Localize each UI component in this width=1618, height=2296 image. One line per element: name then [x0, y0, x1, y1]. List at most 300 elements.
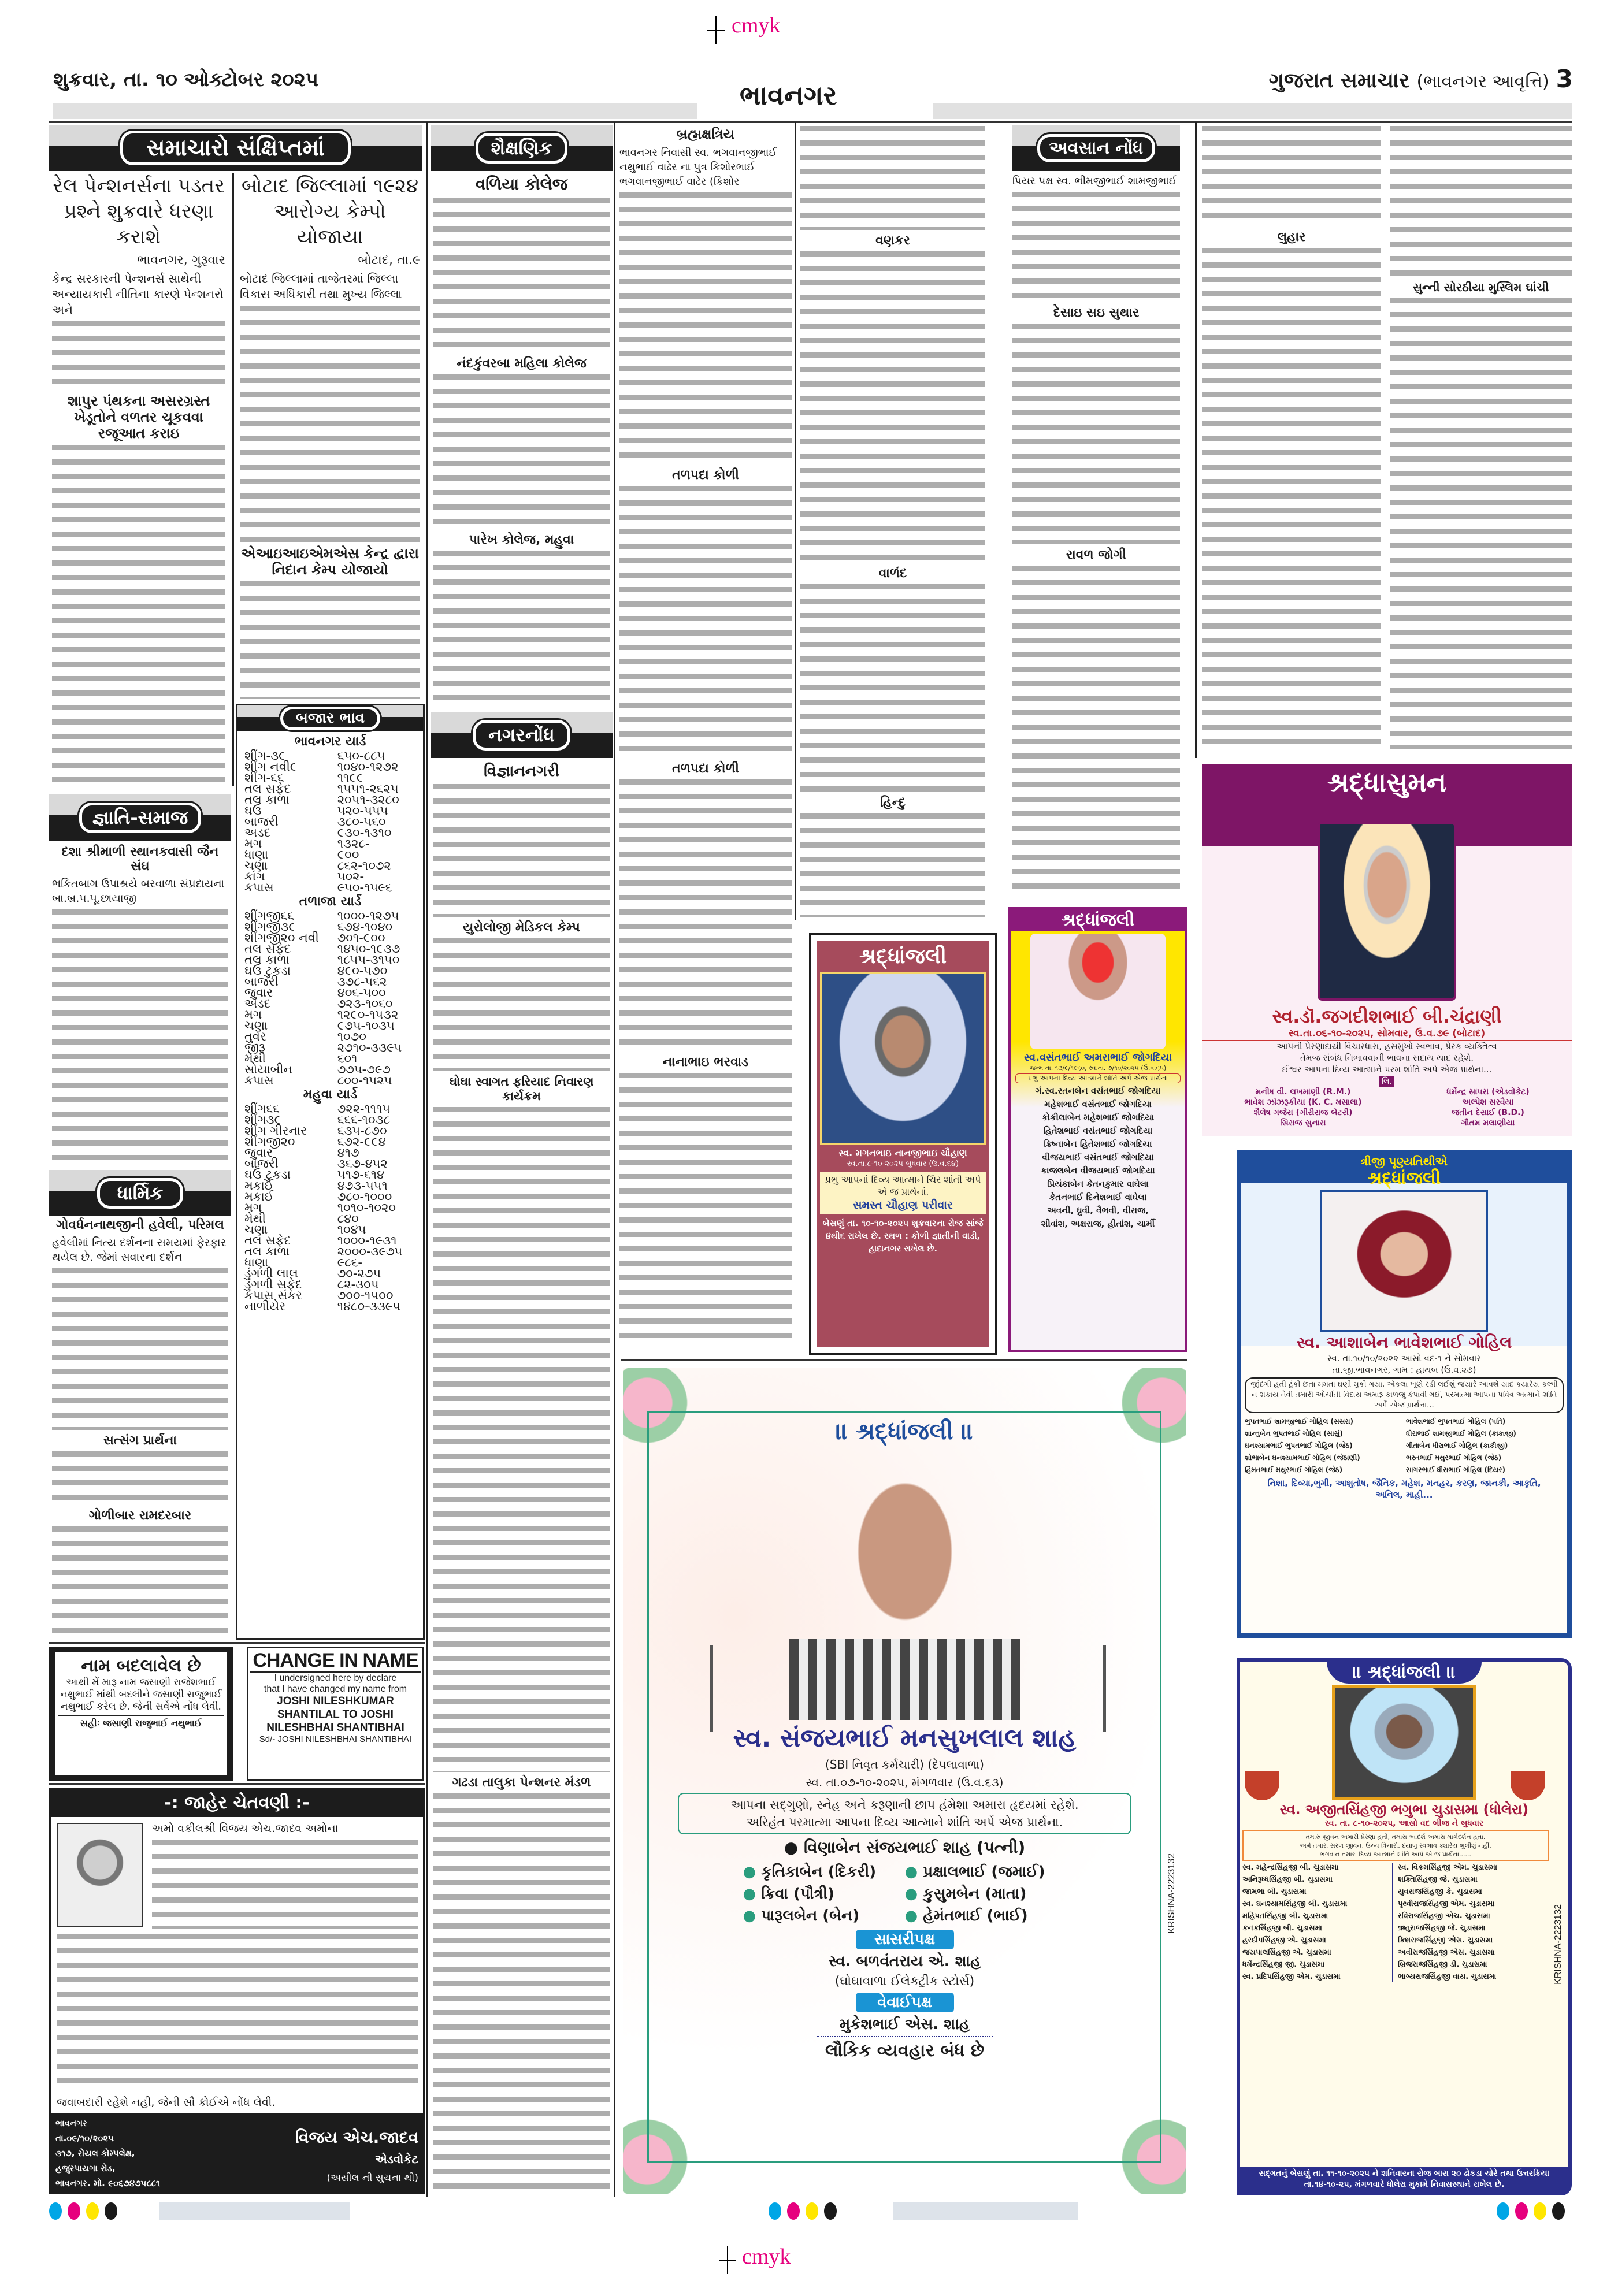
commodity: ડુંગળી લાલ	[244, 1266, 298, 1280]
besnu-details: બેસણું તા. ૧૦-૧૦-૨૦૨૫ શુક્રવારના રોજ સાંજે ૪થી૬ રાખેલ છે. સ્થળ : કોળી જ્ઞાતીની વાડી, હાદાનગર રાખેલ છે.	[822, 1218, 984, 1254]
cmyk-dot-cyan	[769, 2202, 781, 2220]
price-range: ૭૦૦-૧૫૦૦	[337, 1288, 394, 1302]
family-member: કનકસિંહજી બી. ચુડાસમા	[1242, 1924, 1322, 1933]
masthead-name: ગુજરાત સમાચાર	[1268, 69, 1410, 92]
commodity: ચણા	[244, 1019, 268, 1032]
subhead: નંદકુંવરબા મહિલા કોલેજ	[457, 356, 587, 371]
price-range: ૬૩૫-૮૭૦	[337, 1124, 387, 1138]
dharmik-column	[52, 1218, 228, 1634]
notice-body	[152, 1840, 418, 1929]
prayer: પ્રભુ આપનાં દિવ્ય આત્માને ચિર શાંતી અર્પે એ જ પ્રાર્થનાં.	[822, 1173, 984, 1198]
portrait-photo	[1332, 1685, 1476, 1800]
cmyk-dot-magenta	[1515, 2202, 1528, 2220]
brief-subhead: શાપુર પંથકના અસરગ્રસ્ત ખેડૂતોને વળતર ચૂકવવા રજૂઆત કરાઇ	[67, 393, 210, 441]
yard-name: મહુવા યાર્ડ	[303, 1087, 358, 1102]
brief-column-right	[240, 173, 420, 699]
commodity: ઘઉં ટુકડા	[244, 1168, 291, 1182]
article-body	[1012, 566, 1180, 897]
commodity: મેથી	[244, 1212, 266, 1225]
gray-bar	[159, 2202, 350, 2220]
message: જીંદગી હતી ટૂંકી છતા મમતા ઘણી મુકી ગયા, એકલા ખૂણે રડી લઈશું જયારે આવશે યાદ કયારેય કલ્પી ન શકાય તેવી તમારી ઓચીંતી વિદાય અમારૂ કાળજુ કંપાવી ગઈ, પરમાત્મા આપના પવિત્ર અત્માને શાંતિ અર્પે એજ પ્રાર્થના...	[1245, 1377, 1564, 1413]
price-range: ૬૭૪-૧૦૪૦	[337, 920, 393, 934]
family-member: સ્વ. પ્રદિપસિંહજી એમ. ચુડાસમા	[1242, 1972, 1341, 1981]
sasari-name: સ્વ. બળવંતરાય એ. શાહ	[828, 1953, 981, 1970]
family-member: સ્વ. વિક્રમસિંહજી એમ. ચુડાસમા	[1398, 1863, 1498, 1872]
price-row	[241, 882, 420, 893]
occupation-note: (SBI નિવૃત કર્મચારી) (દેપલાવાળા)	[825, 1758, 984, 1771]
article-lead: પિયર પક્ષ સ્વ. ભીમજીભાઈ શામજીભાઈ	[1012, 175, 1177, 187]
commodity: બાજરી	[244, 1157, 279, 1171]
commodity: શીંગ૬૬	[244, 1102, 280, 1116]
family-list-left	[1242, 1863, 1393, 1982]
dharmik-headline: ગોવર્ધનનાથજીની હવેલી, પરિમલ	[55, 1218, 225, 1232]
portrait-photo	[789, 1448, 1020, 1720]
cmyk-dot-cyan	[1497, 2202, 1509, 2220]
death-date: સ્વ. તા.૧૦/૧૦/૨૦૨૨ આસો વદ-૧ ને સોમવાર	[1327, 1353, 1481, 1364]
deceased-name: સ્વ. આશાબેન ભાવેશભાઈ ગોહિલ	[1296, 1333, 1512, 1352]
commodity: ધાણા	[244, 1255, 269, 1269]
diya-icon	[1245, 1771, 1279, 1800]
death-date: સ્વ.તા.૦૬-૧૦-૨૦૨૫, સોમવાર, ઉ.વ.૭૯ (બોટાદ)	[1202, 1027, 1572, 1041]
family-member: ક્રિશરાજસિંહજી એસ. ચુડાસમા	[1398, 1936, 1493, 1945]
article-body	[52, 445, 225, 786]
price-row	[241, 849, 420, 860]
ad-footer: લૌકિક વ્યવહાર બંધ છે	[825, 2041, 985, 2061]
subhead: હિન્દુ	[880, 796, 906, 811]
price-range: ૭૭૫-૭૯૭	[337, 1062, 391, 1076]
price-range: ૭૦૧-૯૦૦	[337, 931, 385, 945]
right-column-right	[1390, 126, 1572, 749]
column-rule	[795, 122, 796, 920]
edition: (ભાવનગર આવૃત્તિ)	[1416, 72, 1549, 92]
article-body	[1202, 126, 1381, 226]
price-range: ૩૭૮-૫૬૨	[337, 975, 387, 989]
subhead: તળપદા કોળી	[672, 761, 739, 776]
article-body	[1202, 248, 1381, 749]
price-range: ૩૬૭-૪૫૨	[337, 1157, 388, 1171]
subhead: સુન્ની સોરઠીયા મુસ્લિમ ઘાંચી	[1412, 280, 1549, 294]
shraddhanjali-ad-shah	[623, 1368, 1186, 2194]
bazaar-box	[236, 704, 425, 1640]
commodity: તલ કાળા	[244, 953, 290, 967]
subhead: રાવળ જોગી	[1066, 548, 1126, 562]
article-body	[52, 1526, 228, 1634]
family-member: ● કુસુમબેન (માતા)	[904, 1885, 1027, 1903]
family-member: વીજયભાઈ વસંતભાઈ જોગદિયા	[1042, 1152, 1154, 1162]
wife-name: ● વિણાબેન સંજયભાઈ શાહ (પત્ની)	[784, 1838, 1026, 1857]
yard-name: તળાજા યાર્ડ	[299, 894, 362, 909]
dharmik-lead: હવેલીમાં નિત્ય દર્શનના સમયમાં ફેરફાર થયેલ છે. જેમાં સવારના દર્શન	[52, 1236, 227, 1264]
li-label: લિ.	[1379, 1076, 1394, 1087]
registration-mark	[707, 30, 725, 31]
shraddhanjali-ad-gohil	[1237, 1150, 1572, 1638]
notice-body	[57, 1934, 418, 2092]
advocate-role: એડવોકેટ	[374, 2152, 418, 2166]
masthead	[1269, 65, 1573, 93]
commodity: ડુંગળી સફેદ	[244, 1277, 302, 1291]
commodity: શીંગજી૩૯	[244, 920, 296, 934]
subhead: લુહાર	[1277, 229, 1306, 244]
prayer: પ્રભુ આપના દિવ્ય આત્માને શાંતિ અર્પે એજ પ્રાર્થના	[1015, 1073, 1181, 1083]
family-member: કેતનભાઈ દિનેશભાઈ વાઘેલા	[1049, 1192, 1147, 1202]
gray-bar	[893, 2202, 1078, 2220]
price-range: ૧૦૭૦	[337, 1030, 366, 1043]
subhead: બ્રહ્મક્ષત્રિય	[676, 126, 735, 142]
commodity: શીંગ-૬૬	[244, 771, 284, 785]
subhead: વળિયા કોલેજ	[475, 174, 568, 194]
portrait-photo	[1320, 1190, 1488, 1332]
commodity: શીંગજી૨૦	[244, 1135, 295, 1149]
column-rule	[426, 122, 428, 2197]
yard-name: ભાવનગર યાર્ડ	[294, 734, 366, 749]
subhead: પારેખ કોલેજ, મહુવા	[469, 533, 574, 548]
cmyk-dot-black	[824, 2202, 837, 2220]
family-member-name: કૃતિકાબેન (દિકરી)	[761, 1863, 877, 1881]
article-body	[240, 581, 420, 699]
article-body	[1390, 126, 1572, 277]
commodity: ચણા	[244, 1223, 268, 1236]
address-line: તા.૦૯/૧૦/૨૦૨૫	[55, 2133, 114, 2143]
message-line: અરિહંત પરમાત્મા આપના દિવ્ય આત્માને શાંતિ અર્પે એજ પ્રાર્થના.	[746, 1815, 1063, 1829]
signer: અલ્પેશ સરવૈયા	[1462, 1098, 1514, 1107]
address-line: ભાવનગર	[55, 2118, 87, 2128]
message-line: તેમજ સંબંધ નિભાવવાની ભાવના સદાય યાદ રહેશે.	[1300, 1053, 1474, 1063]
portrait-photo	[1318, 822, 1456, 1001]
article-body	[800, 813, 985, 917]
price-range: ૭૦-૨૭૫	[337, 1266, 381, 1280]
ad-title: ॥ શ્રદ્ધાંજલી ॥	[1327, 1662, 1482, 1684]
vevai-name: મુકેશભાઈ એસ. શાહ	[817, 2015, 993, 2037]
price-row	[241, 1075, 420, 1086]
subhead: નાનાભાઇ ભરવાડ	[662, 1055, 749, 1069]
article-body	[433, 374, 610, 530]
article-body	[1012, 324, 1180, 544]
ad-title: ॥ શ્રદ્ધાંજલી ॥	[836, 1418, 974, 1445]
price-range: ૬૫૦-૮૮૫	[337, 749, 385, 763]
address-line: ભાવનગર. મો. ૯૦૬૭૪૭૫૮૮૧	[55, 2178, 161, 2189]
family-member: ભુપતભાઈ શામજીભાઈ ગોહિલ (સસરા)	[1245, 1417, 1354, 1425]
issue-date: શુક્રવાર, તા. ૧૦ ઓક્ટોબર ૨૦૨૫	[53, 68, 319, 91]
price-range: ૫૦૨-	[337, 870, 365, 883]
price-range: ૮૦૦-૧૫૨૫	[337, 1073, 392, 1087]
notice-body-top	[152, 1822, 418, 1929]
family-list	[743, 1861, 1067, 1927]
article-body	[433, 784, 610, 917]
price-range: ૧૦૧૦-૧૦૨૦	[337, 1201, 396, 1214]
commodity: બાજરી	[244, 975, 279, 989]
price-range: ૪૭૩-૫૫૧	[337, 1179, 388, 1192]
price-row	[241, 1202, 420, 1213]
notice-title: -: જાહેર ચેતવણી :-	[51, 1789, 423, 1817]
gnati-heading: જ્ઞાતિ-સમાજ	[49, 794, 231, 841]
family-member: ધર્મેન્દ્રસિંહજી જી. ચુડાસમા	[1242, 1960, 1325, 1969]
family-name: સમસ્ત ચૌહાણ પરીવાર	[853, 1199, 953, 1212]
ad-body: આથી મેં મારૂ નામ જસાણી રાજેશભાઈ નથુભાઈ માંથી બદલીને જસાણી રાજુભાઈ નથુભાઈ કરેલ છે. જેની સર્વેએ નોંધ લેવી.	[58, 1677, 224, 1716]
message-line: તમારું જીવન અમારી પ્રેરણા હતી, તમારા આદર્શ અમારા માર્ગદર્શન હતાં.	[1305, 1833, 1486, 1841]
article-body	[619, 192, 792, 465]
family-member: જામભા બી. ચુડાસમા	[1242, 1888, 1307, 1896]
price-range: ૪૦૬-૫૦૦	[337, 986, 386, 1000]
deceased-name: સ્વ. સંજયભાઈ મનસુખલાલ શાહ	[733, 1723, 1077, 1753]
address-line: હજુરપાયગા રોડ,	[55, 2163, 116, 2174]
sasari-business: (ઘોઘાવાળા ઈલેક્ટ્રીક સ્ટોર્સ)	[834, 1974, 975, 1989]
price-row	[241, 1213, 420, 1224]
family-member: પ્રિયંકાબેન કેતનકુમાર વાઘેલા	[1047, 1179, 1149, 1189]
ad-title: શ્રદ્ધાસુમન	[1327, 767, 1447, 798]
column-rule	[232, 173, 234, 786]
rule	[49, 1642, 425, 1644]
price-range: ૯૩૦-૧૩૧૦	[337, 826, 392, 839]
article-body	[619, 1073, 792, 1345]
cmyk-dot-yellow	[1534, 2202, 1546, 2220]
commodity: કાંગ	[244, 870, 265, 883]
family-member: રવિરાજસિંહજી એચ. ચુડાસમા	[1398, 1912, 1490, 1920]
commodity: મગ	[244, 837, 262, 850]
birth-death-dates: જન્મ તા. ૧૩/૯/૧૯૬૦, સ્વ.તા. ૭/૧૦/૨૦૨૫ (ઉ.વ.૬૫)	[1029, 1064, 1167, 1072]
article-body	[52, 321, 225, 389]
message-line: ભગવાન તમારા દિવ્ય આત્માને શાંતિ આપે એ જ પ્રાર્થના......	[1319, 1851, 1472, 1858]
family-member-name: કુસુમબેન (માતા)	[923, 1885, 1027, 1903]
header-bar-left	[53, 103, 697, 119]
family-member: અવીરાજસિંહજી એસ. ચુડાસમા	[1398, 1948, 1495, 1957]
article-lead: ભાવનગર નિવાસી સ્વ. ભગવાનજીભાઈ નથુભાઈ વાઢેર ના પુત્ર કિશોરભાઈ ભગવાનજીભાઈ વાઢેર (કિશોર	[619, 147, 777, 188]
price-range: ૪૯૦-૫૭૦	[337, 964, 388, 978]
family-member: વિણાબેન સંજયભાઈ શાહ (પત્ની)	[803, 1838, 1026, 1857]
price-range: ૯૦૦	[337, 848, 359, 861]
ad-title: શ્રદ્ધાંજલી	[859, 945, 947, 968]
brief-lead: કેન્દ્ર સરકારની પેન્શનર્સ સાથેની અન્યાયકારી નીતિના કારણે પેન્શનરો અને	[52, 272, 224, 317]
price-range: ૭૨૨-૧૧૧૫	[337, 1102, 391, 1116]
commodity: જીરૂ	[244, 1041, 266, 1054]
commodity: શીંગજી૨૦ નવી	[244, 931, 319, 945]
price-row	[241, 794, 420, 805]
commodity: શીંગ ગીરનાર	[244, 1124, 307, 1138]
commodity: ચણા	[244, 859, 268, 872]
price-range: ૯૭૫-૧૦૩૫	[337, 1019, 395, 1032]
death-date: સ્વ. તા. ૮-૧૦-૨૦૨૫, આસો વદ બીજ ને બુધવાર	[1324, 1819, 1484, 1828]
subhead: તળપદા કોળી	[672, 468, 739, 482]
price-range: ૬૭૨-૯૯૪	[337, 1135, 386, 1149]
family-member: ધીરાભાઈ શામજીભાઈ ગોહિલ (કાકાજી)	[1406, 1429, 1516, 1437]
family-member: શોભાબેન ઘનશ્યામભાઈ ગોહિલ (જેઠાણી)	[1245, 1454, 1360, 1462]
price-range: ૬૬૬-૧૦૩૮	[337, 1113, 391, 1127]
brief-lead: બોટાદ જિલ્લામાં તાજેતરમાં જિલ્લા વિકાસ અધિકારી તથા મુખ્ય જિલ્લા	[240, 272, 402, 301]
commodity: શીંગ-૩૯	[244, 749, 286, 763]
family-member: ઋતુરાજસિંહજી જે. ચુડાસમા	[1398, 1924, 1486, 1933]
signer: ગૌતમ મલાણીયા	[1461, 1119, 1515, 1128]
ad-signature: Sd/- JOSHI NILESHBHAI SHANTIBHAI	[259, 1734, 412, 1744]
price-range: ૮૬૨-૧૦૭૨	[337, 859, 391, 872]
shraddhanjali-ad-jogadiya	[1008, 907, 1187, 1352]
price-range: ૪૧૭	[337, 1146, 359, 1160]
commodity: ધાણા	[244, 848, 269, 861]
cmyk-dot-black	[105, 2202, 117, 2220]
family-member-name: હેમંતભાઈ (ભાઈ)	[923, 1907, 1028, 1925]
price-row	[241, 1020, 420, 1031]
price-range: ૧૦૪૫	[337, 1223, 366, 1236]
column-rule	[1195, 122, 1197, 758]
article-body	[1390, 298, 1572, 749]
family-member: શીવાંશ, અક્ષરાજ, હીતાંશ, ચાર્મી	[1041, 1218, 1155, 1229]
deceased-name: સ્વ.વસંતભાઈ અમરાભાઈ જોગદિયા	[1024, 1052, 1172, 1064]
family-member: કોકીલાબેન મહેશભાઈ જોગદિયા	[1041, 1112, 1155, 1123]
price-range: ૧૨૯૦-૧૫૩૨	[337, 1008, 399, 1021]
shaikshanik-column	[433, 174, 610, 706]
family-member: ગીતાબેન ધીરાભાઈ ગોહિલ (કાકીજી)	[1406, 1441, 1508, 1450]
ad-content	[675, 1418, 1134, 2157]
commodity: કપાસ	[244, 1073, 274, 1087]
commodity: ઘઉં ટુકડા	[244, 964, 291, 978]
commodity: બાજરી	[244, 815, 279, 829]
notice-closing: જવાબદારી રહેશે નહી, જેની સૌ કોઈએ નોંધ લેવી.	[57, 2096, 276, 2109]
subhead: દેસાઇ સઇ સુથાર	[1053, 306, 1140, 320]
price-row	[241, 1301, 420, 1312]
family-member-name: પ્રક્ષાલભાઈ (જમાઈ)	[923, 1863, 1045, 1881]
commodity: જુવાર	[244, 1146, 273, 1160]
commodity: અડદ	[244, 826, 271, 839]
price-range: ૧૪૫૦-૧૯૩૭	[337, 942, 400, 956]
subhead: ગઢડા તાલુકા પેન્શનર મંડળ	[452, 1775, 591, 1790]
deceased-name: સ્વ. અજીતસિંહજી ભગુભા ચુડાસમા (ધોલેરા)	[1279, 1801, 1529, 1818]
family-member: સાગરભાઈ ધીરાભાઈ ગોહિલ (દિયર)	[1406, 1466, 1506, 1474]
article-body	[433, 1793, 610, 2193]
children-names: નિશા, દિવ્યા,ભુમી, આશુતોષ, જૈનિક, મહેશ, મનહર, કરણ, જાનકી, આકૃતિ, અનિલ, માહી...	[1267, 1478, 1541, 1500]
commodity: શીંગજી૬૬	[244, 909, 294, 923]
signer: સિરાજ સુનારા	[1280, 1119, 1326, 1128]
family-member: ગં.સ્વ.રતનબેન વસંતભાઈ જોગદિયા	[1035, 1086, 1161, 1096]
family-member: ● ક્રિવા (પૌત્રી)	[743, 1885, 834, 1903]
notice-footer	[51, 2113, 423, 2193]
family-member: ● હેમંતભાઈ (ભાઈ)	[904, 1907, 1028, 1925]
family-member: ભાવેશભાઈ ભુપતભાઈ ગોહિલ (પતિ)	[1406, 1417, 1506, 1425]
right-column-left	[1202, 126, 1381, 749]
ad-line: that I have changed my name from	[264, 1684, 407, 1694]
signer: મનીષ વી. લખમાણી (R.M.)	[1255, 1087, 1351, 1097]
shraddhasuman-ad-chandrani	[1202, 764, 1572, 1136]
community-column-left	[619, 126, 792, 1345]
avasan-column	[1012, 174, 1180, 897]
family-member: પૃથ્વીરાજસિંહજી એમ. ચુડાસમા	[1398, 1900, 1495, 1908]
commodity: શીંગ૩૯	[244, 1113, 281, 1127]
ad-line: I undersigned here by declare	[274, 1673, 397, 1683]
article-body	[1012, 192, 1180, 302]
article-body	[800, 251, 985, 563]
gnati-column	[52, 845, 228, 1162]
family-list	[1241, 1415, 1567, 1476]
ad-title: શ્રદ્ધાંજલી	[1367, 1168, 1441, 1188]
family-member: અનિરૂધ્ધસિંહજી બી. ચુડાસમા	[1242, 1875, 1333, 1884]
commodity: તલ સફેદ	[244, 942, 291, 956]
death-date: સ્વ.તા.૮-૧૦-૨૦૨૫ બુધવાર (ઉ.વ.૬૪)	[847, 1160, 959, 1168]
price-range: ૧૧૯૯	[337, 771, 364, 785]
avasan-heading: અવસાન નોંધ	[1012, 125, 1180, 171]
family-member: અવની, ધ્રુવી, વૈભવી, વીરાજ,	[1047, 1205, 1149, 1216]
ad-names: JOSHI NILESHKUMAR SHANTILAL TO JOSHI NILESHBHAI SHANTIBHAI	[266, 1695, 404, 1734]
brief-headline: બોટાદ જિલ્લામાં ૧૯૨૪ આરોગ્ય કેમ્પો યોજાયા	[241, 174, 419, 248]
dateline: બોટાદ, તા.૯	[358, 253, 420, 268]
ad-code: KRISHNA-2223132	[1167, 1853, 1177, 1934]
commodity: કપાસ સંકર	[244, 1288, 302, 1302]
message-line: આપના સદ્ગુણો, સ્નેહ અને કરૂણાની છાપ હંમેશા અમારા હૃદયમાં રહેશે.	[730, 1798, 1079, 1812]
dateline: ભાવનગર, ગુરૂવાર	[137, 253, 225, 268]
diya-icon	[1511, 1771, 1545, 1800]
article-body	[52, 1451, 228, 1505]
gnati-headline: દશા શ્રીમાળી સ્થાનકવાસી જૈન સંઘ	[61, 845, 219, 874]
rule	[621, 1359, 1187, 1361]
commodity: તુવેર	[244, 1030, 266, 1043]
message-line: અમે તમારા સરળ જીવન, ઉચ્ચ વિચારો, દયાળુ સ્વભાવ ક્યારેય ભુલીશું નહીં.	[1300, 1842, 1491, 1849]
cmyk-dot-yellow	[806, 2202, 818, 2220]
commodity: સોયાબીન	[244, 1062, 293, 1076]
commodity: મેથી	[244, 1052, 266, 1065]
ad-signature: સહીઃ જસાણી રાજુભાઈ નથુભાઈ	[80, 1718, 202, 1729]
dharmik-subhead: ગોળીબાર રામદરબાર	[88, 1508, 192, 1523]
rule	[49, 1783, 425, 1785]
cmyk-dot-cyan	[49, 2202, 62, 2220]
article-body	[800, 126, 985, 230]
deceased-name: સ્વ. મગનભાઇ નાનજીભાઇ ચૌહાણ	[838, 1147, 967, 1158]
registration-mark	[719, 2260, 736, 2261]
commodity: તલ સફેદ	[244, 782, 291, 796]
header-bar-right	[933, 103, 1572, 119]
article-body	[619, 486, 792, 758]
family-member: ● કૃતિકાબેન (દિકરી)	[743, 1863, 877, 1881]
nagarnondh-column	[433, 763, 610, 2193]
family-member: બ્રિજરાજસિંહજી ડી. ચુડાસમા	[1398, 1960, 1487, 1969]
commodity: ઘઉં	[244, 804, 262, 818]
bazaar-table	[237, 731, 423, 1314]
public-notice	[49, 1788, 425, 2194]
family-member: ઘનશ્યામભાઈ ભુપતભાઈ ગોહિલ (જેઠ)	[1245, 1441, 1353, 1450]
cmyk-mark: cmyk	[732, 13, 781, 38]
family-member: કાજલબેન વીજયભાઈ જોગદિયા	[1041, 1165, 1155, 1176]
commodity: મકાઈ	[244, 1179, 274, 1192]
commodity: તલ કાળા	[244, 793, 290, 807]
besnu-details: સદ્ગતનું બેસણું તા. ૧૧-૧૦-૨૦૨૫ ને શનિવારના રોજ બારા ૨૦ ઢોકડા ચોરે તથા ઉત્તરક્રિયા તા.૧૪-૧૦-૨૫, મંગળવારે ધોલેરા મુકામે નિવાસસ્થાને રાખેલ છે.	[1240, 2167, 1568, 2192]
family-member: હિંમતભાઈ મથુરભાઈ ગોહિલ (જેઠ)	[1245, 1466, 1343, 1474]
name-change-english-ad	[247, 1647, 424, 1781]
brief-headline: રેલ પેન્શનર્સના પડતર પ્રશ્ને શુક્રવારે ધરણા કરાશે	[53, 174, 225, 248]
dharmik-subhead: સત્સંગ પ્રાર્થના	[103, 1433, 177, 1448]
price-range: ૫૨૦-૫૫૫	[337, 804, 388, 818]
family-member: હિતેશભાઈ વસંતભાઈ જોગદિયા	[1043, 1125, 1153, 1136]
price-range: ૭૨૩-૧૦૬૦	[337, 997, 393, 1010]
cmyk-dot-magenta	[68, 2202, 80, 2220]
community-column-right	[800, 126, 985, 917]
family-member: સ્વ. મહેન્દ્રસિંહજી બી. ચુડાસમા	[1242, 1863, 1339, 1872]
advocate-note: (અસીલ ની સુચના થી)	[326, 2172, 418, 2184]
page-number: 3	[1556, 65, 1573, 93]
commodity: તલ સફેદ	[244, 1234, 291, 1247]
message-box	[678, 1793, 1131, 1834]
family-member: સ્વ. ઘનશ્યામસિંહજી બી. ચુડાસમા	[1242, 1900, 1348, 1908]
price-range: ૨૭૧૦-૩૩૯૫	[337, 1041, 402, 1054]
ad-code: KRISHNA-2223132	[1553, 1904, 1563, 1985]
family-member: યુવરાજસિંહજી કે. ચુડાસમા	[1398, 1888, 1482, 1896]
family-member: મહિપતસિંહજી બી. ચુડાસમા	[1242, 1912, 1328, 1920]
shraddhanjali-ad-chudasama	[1237, 1658, 1572, 2195]
price-table	[241, 911, 420, 1086]
family-member: ભાગ્યરાજસિંહજી વાય. ચુડાસમા	[1398, 1972, 1497, 1981]
top-rule	[49, 121, 1572, 123]
article-body	[619, 779, 792, 1052]
notice-body-bottom	[57, 1934, 418, 2110]
article-body	[433, 551, 610, 706]
shraddhanjali-ad-chauhan	[809, 933, 997, 1355]
subhead: વાળંદ	[878, 566, 907, 581]
price-range: ૮૨-૩૦૫	[337, 1277, 379, 1291]
price-range: ૧૦૪૦-૧૨૭૨	[337, 760, 399, 774]
